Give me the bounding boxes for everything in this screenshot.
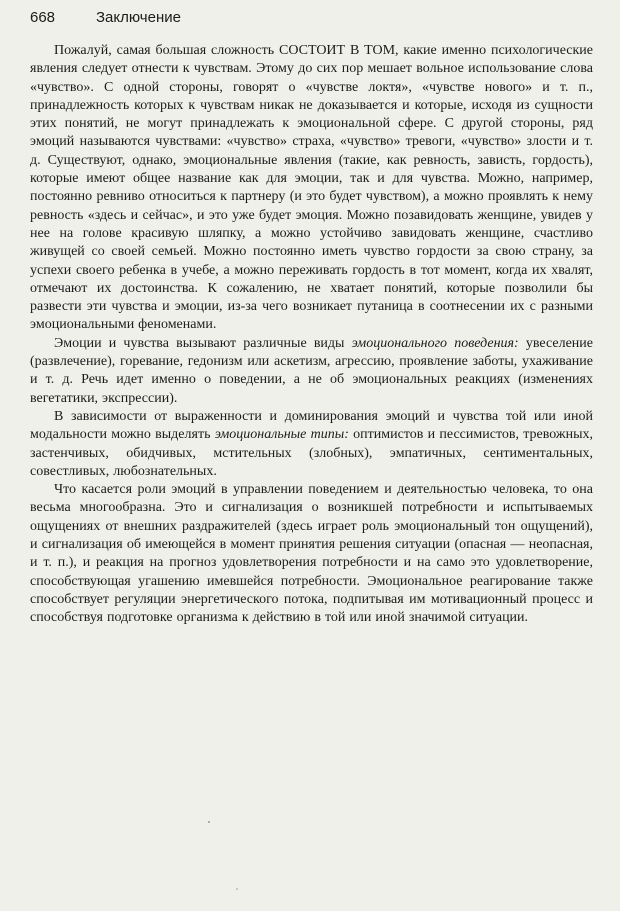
- text-run: Пожалуй, самая большая сложность СОСТОИТ В ТОМ, какие именно психологические явления следует отнести к чувствам. Этому до сих пор мешает вольное использование слова «чувство». С одной стороны, говорят о «чувстве локтя», «чувстве нового» и т. п., принадлежность которых к чувствам никак не доказывается и которые, исходя из сущности этих понятий, не могут принадлежать к эмоциональной сфере. С другой стороны, ряд эмоций называются чувствами: «чувство» страха, «чувство» тревоги, «чувство» злости и т. д. Существуют, однако, эмоциональные явления (такие, как ревность, зависть, гордость), которые имеют общее название как для эмоции, так и для чувства. Можно, например, постоянно ревниво относиться к партнеру (и это будет чувством), а можно проявлять к нему ревность «здесь и сейчас», и это уже будет эмоция. Можно позавидовать женщине, увидев у нее на голове красивую шляпку, а можно устойчиво завидовать женщине, счастливо живущей со своей семьей. Можно постоянно иметь чувство гордости за свою страну, за успехи своего ребенка в учебе, а можно переживать гордость в тот момент, когда их хвалят, отмечают их достоинства. К сожалению, не хватает понятий, которые позволили бы развести эти чувства и эмоции, из-за чего возникает путаница в соотнесении их с разными эмоциональными феноменами.: [30, 43, 593, 333]
- scan-artifact-dot: [236, 888, 238, 890]
- text-run: увеселение (развлечение), горевание, гедонизм или аскетизм, агрессию, проявление заботы, ухаживание и т. д. Речь идет именно о поведении, а не об эмоциональных реакциях (изменениях вегетатики, экспрессии).: [30, 335, 593, 406]
- scan-artifact-dot: [208, 821, 210, 823]
- page-body: [30, 42, 593, 628]
- paragraph: [30, 42, 593, 335]
- text-run: Эмоции и чувства вызывают различные виды: [54, 335, 352, 351]
- emphasis-text: эмоциональные типы:: [214, 427, 349, 443]
- paragraph: [30, 481, 593, 627]
- emphasis-text: эмоционального поведения:: [351, 335, 519, 351]
- paragraph: [30, 335, 593, 408]
- text-run: Что касается роли эмоций в управлении поведением и деятельностью человека, то она весьма многообразна. Это и сигнализация о возникшей потребности и испытываемых ощущениях от внешних раздражителей (здесь играет роль эмоциональный тон ощущений), и сигнализация об имеющейся в момент принятия решения ситуации (опасная — неопасная, и т. п.), и реакция на прогноз удовлетворения потребности и на само это удовлетворение, способствующая угашению имевшейся потребности. Эмоциональное реагирование также способствует регуляции энергетического потока, подпитывая им мотивационный процесс и способствуя подготовке организма к действию в той или иной значимой ситуации.: [30, 482, 593, 626]
- paragraph: [30, 408, 593, 481]
- page-header: [30, 8, 593, 28]
- page-number: 668: [30, 9, 56, 26]
- text-run: В зависимости от выраженности и доминирования эмоций и чувства той или иной модальности можно выделять: [30, 408, 593, 443]
- running-title: Заключение: [96, 9, 181, 26]
- text-run: оптимистов и пессимистов, тревожных, застенчивых, обидчивых, мстительных (злобных), эмпатичных, сентиментальных, совестливых, любознательных.: [30, 427, 593, 479]
